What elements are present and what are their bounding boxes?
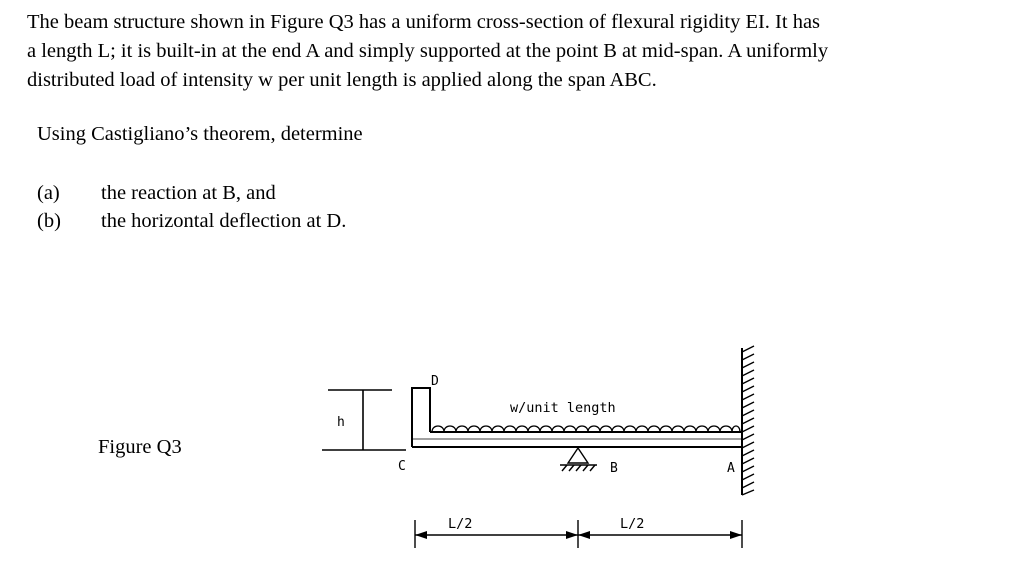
question-prompt: Using Castigliano’s theorem, determine [37,123,363,145]
problem-line-3: distributed load of intensity w per unit length is applied along the span ABC. [27,69,657,91]
label-h: h [337,415,345,430]
label-load: w/unit length [510,400,616,416]
label-d: D [431,374,439,389]
label-b: B [610,461,618,476]
vertical-member-cd [412,388,430,447]
figure-caption: Figure Q3 [98,436,182,458]
pin-support-b [560,448,597,471]
part-b-label: (b) [37,210,61,232]
label-c: C [398,459,406,474]
problem-line-2: a length L; it is built-in at the end A and simply supported at the point B at mid-span. A uniformly [27,40,829,62]
part-a-label: (a) [37,182,60,204]
label-a: A [727,461,735,476]
problem-line-1: The beam structure shown in Figure Q3 has a uniform cross-section of flexural rigidity EI. It has [27,11,821,33]
beam [412,432,742,447]
label-half-span-right: L/2 [620,516,645,532]
fixed-support-a [742,346,754,495]
part-b-text: the horizontal deflection at D. [101,210,347,232]
part-a-text: the reaction at B, and [101,182,276,204]
height-dimension [322,390,406,450]
label-half-span-left: L/2 [448,516,473,532]
